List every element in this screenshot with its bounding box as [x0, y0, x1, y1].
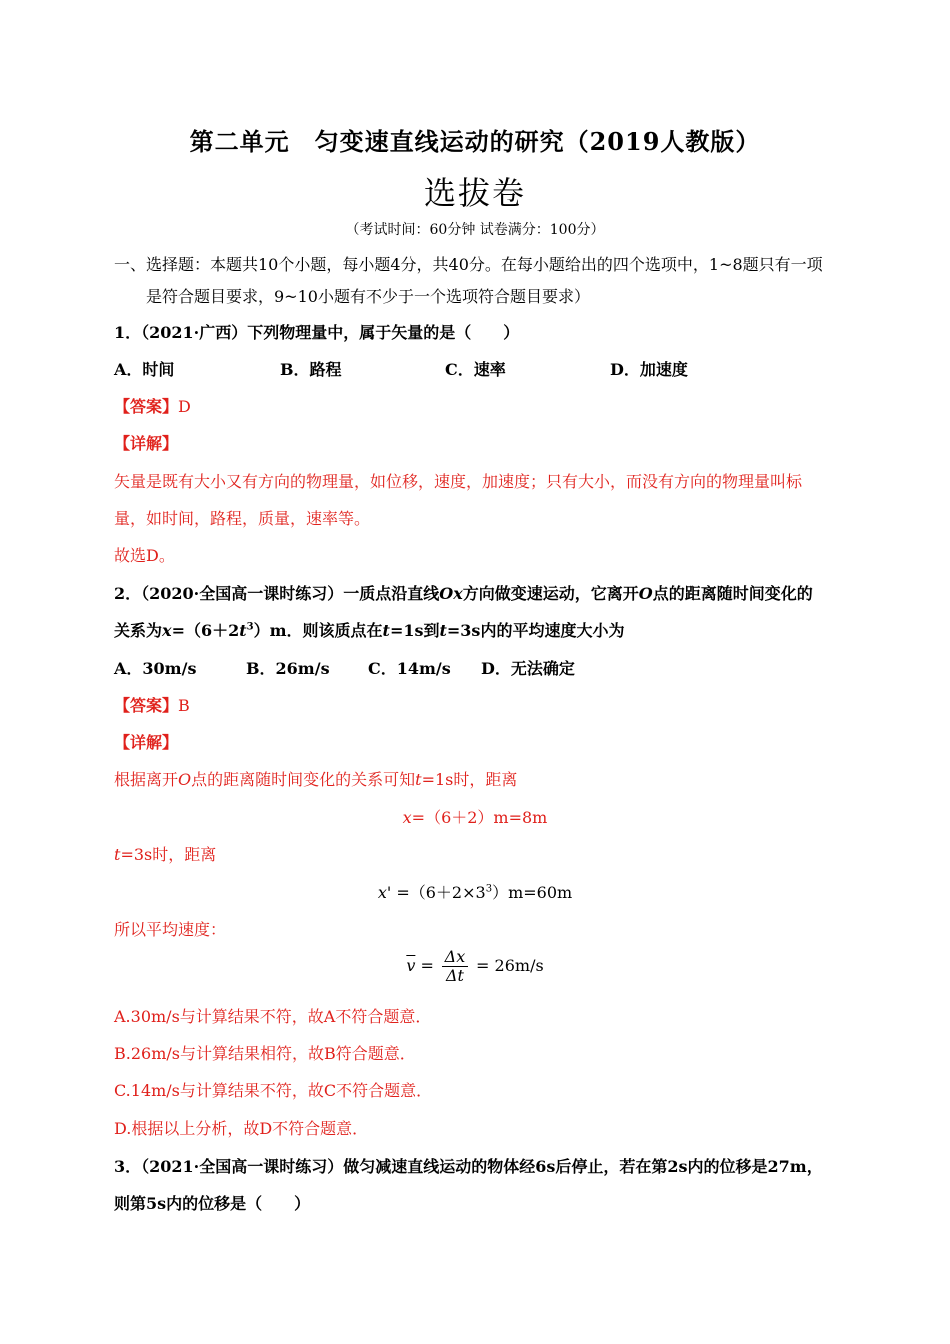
answer-value: B — [178, 696, 190, 715]
answer-label: 【答案】 — [114, 696, 179, 715]
exam-info: （考试时间：60分钟 试卷满分：100分） — [345, 222, 605, 238]
q2-equation-3: $\overline{v}$ = $\frac{\Delta x}{\Delta t}$ = 26m/s — [406, 947, 544, 985]
answer-label: 【答案】 — [114, 397, 179, 416]
q2-explanation-line3: 所以平均速度： — [114, 920, 227, 939]
q2-option-b: B．26m/s — [246, 659, 330, 678]
q2-check-d: D.根据以上分析，故D不符合题意． — [114, 1119, 369, 1138]
q2-check-b: B.26m/s与计算结果相符，故B符合题意． — [114, 1044, 416, 1063]
q1-option-d: D．加速度 — [610, 360, 688, 379]
answer-value: D — [178, 397, 191, 416]
q2-equation-2: $x' =(6+2\times 3^3)m=60m$ — [377, 883, 573, 902]
q2-explanation-line1: 根据离开O点的距离随时间变化的关系可知t=1s时，距离 — [114, 770, 518, 789]
q1-option-b: B．路程 — [280, 360, 342, 379]
document-subtitle: 选拔卷 — [423, 174, 526, 212]
q2-check-c: C.14m/s与计算结果不符，故C不符合题意． — [114, 1081, 433, 1100]
section-heading-line1: 一、选择题：本题共10个小题，每小题4分，共40分。在每小题给出的四个选项中，1~8题只有一项 — [114, 255, 823, 274]
q2-explanation-line2: t=3s时，距离 — [114, 845, 217, 864]
q2-option-a: A．30m/s — [114, 659, 197, 678]
q2-option-c: C．14m/s — [368, 659, 451, 678]
q1-conclusion: 故选D。 — [114, 546, 175, 565]
fraction: $\frac{\Delta x}{\Delta t}$ — [442, 948, 468, 985]
q2-detail-label: 【详解】 — [114, 733, 179, 752]
question-3-stem-line1: 3．（2021·全国高一课时练习）做匀减速直线运动的物体经6s后停止，若在第2s内的位移是27m， — [114, 1157, 823, 1176]
q1-option-a: A．时间 — [114, 360, 175, 379]
q2-option-d: D．无法确定 — [481, 659, 575, 678]
document-title: 第二单元 匀变速直线运动的研究（2019人教版） — [189, 127, 761, 156]
question-1-stem: 1．（2021·广西）下列物理量中，属于矢量的是（ ） — [114, 323, 520, 342]
q2-equation-1: x=（6＋2）m=8m — [402, 808, 548, 827]
section-heading-line2: 是符合题目要求，9~10小题有不少于一个选项符合题目要求） — [146, 287, 590, 306]
q1-option-c: C．速率 — [445, 360, 506, 379]
question-3-stem-line2: 则第5s内的位移是（ ） — [114, 1194, 311, 1213]
q2-answer — [114, 693, 190, 716]
q1-explanation-line1: 矢量是既有大小又有方向的物理量，如位移，速度，加速度；只有大小，而没有方向的物理量叫标 — [114, 472, 803, 491]
q1-answer — [114, 394, 191, 417]
question-2-stem-line2: 关系为$x=(6+2t^3)m$．则该质点在t=1s到t=3s内的平均速度大小为 — [114, 621, 625, 640]
q2-check-a: A.30m/s与计算结果不符，故A不符合题意． — [114, 1007, 432, 1026]
question-2-stem-line1: 2．（2020·全国高一课时练习）一质点沿直线Ox方向做变速运动，它离开O点的距离随时间变化的 — [114, 584, 813, 603]
q1-detail-label: 【详解】 — [114, 434, 179, 453]
q1-explanation-line2: 量，如时间，路程，质量，速率等。 — [114, 509, 371, 528]
